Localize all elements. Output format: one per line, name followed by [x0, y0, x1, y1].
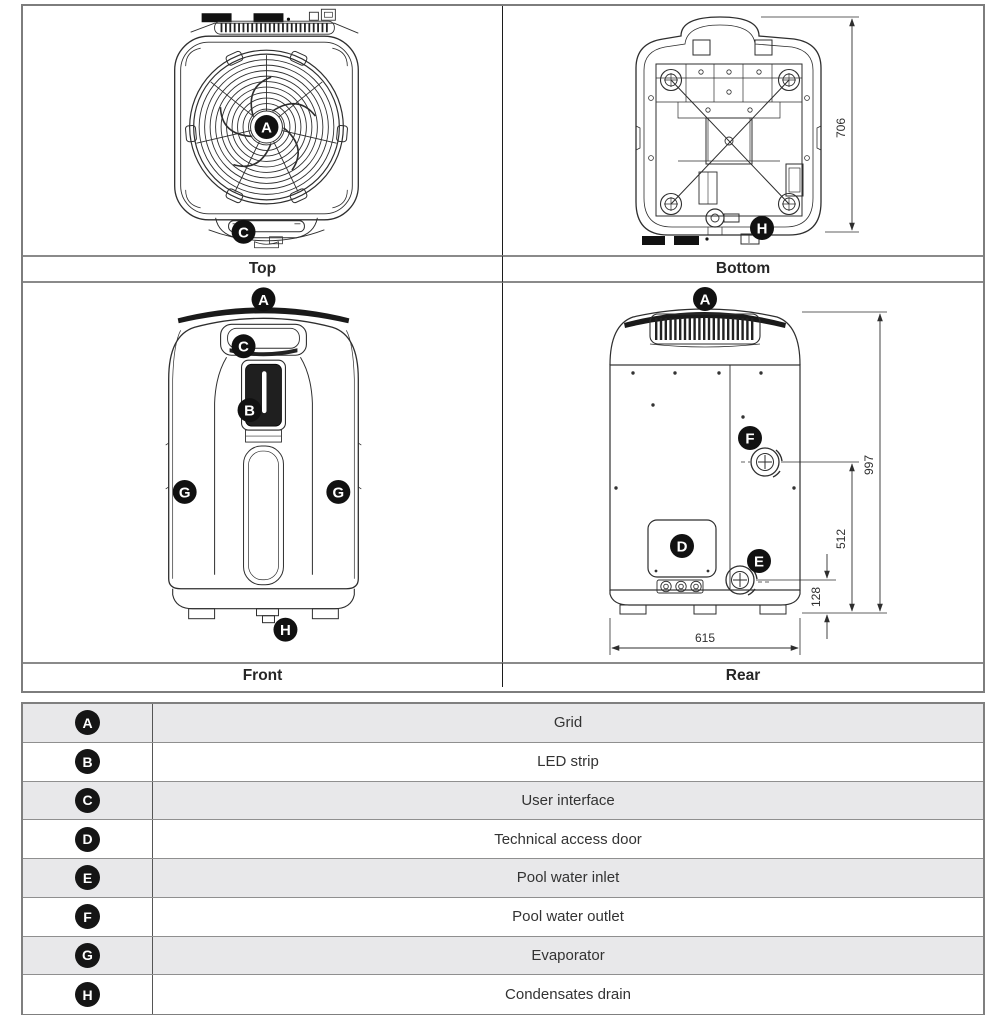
view-top-label [23, 255, 503, 283]
bottom-view-mounts [649, 70, 810, 215]
callout-badge: D [75, 827, 100, 852]
callout-letter: E [753, 553, 765, 571]
legend-label: User interface [521, 791, 615, 809]
callout-door-rear [670, 534, 694, 558]
callout-evaporator-left [173, 480, 197, 504]
legend-letter-cell [23, 859, 153, 897]
callout-grid-top [255, 115, 279, 139]
rear-base [610, 590, 800, 614]
callout-letter: H [756, 220, 768, 238]
legend-label: Technical access door [494, 830, 642, 848]
legend-label: Condensates drain [505, 986, 631, 1004]
dimension-615 [610, 618, 800, 655]
callout-grid-front [252, 287, 276, 311]
dim-rear-total-height: 997 [862, 454, 876, 476]
callout-drain-bottom [750, 216, 774, 240]
view-label-text: Front [242, 666, 283, 684]
callout-letter: F [745, 430, 755, 448]
front-center-groove [244, 446, 284, 585]
view-rear-label [503, 662, 983, 687]
callout-inlet-rear [747, 549, 771, 573]
dim-bottom-depth: 706 [834, 117, 848, 139]
rear-view-svg [503, 283, 983, 662]
view-front-drawing [23, 283, 503, 662]
dimension-997 [802, 312, 887, 613]
dimension-706 [761, 17, 859, 232]
legend-row-led-strip [23, 743, 983, 782]
legend-letter-cell [23, 782, 153, 820]
callout-badge: G [75, 943, 100, 968]
view-bottom-label [503, 255, 983, 283]
callout-letter: D [676, 538, 688, 556]
view-front-label [23, 662, 503, 687]
legend-row-user-interface [23, 782, 983, 821]
callout-badge: H [75, 982, 100, 1007]
dim-rear-inlet-height: 128 [809, 586, 823, 608]
callout-drain-front [273, 618, 297, 642]
dim-rear-outlet-height: 512 [834, 528, 848, 550]
callout-badge: F [75, 904, 100, 929]
legend-letter-cell [23, 898, 153, 936]
view-label-text: Rear [725, 666, 761, 684]
legend-label: Pool water inlet [516, 869, 620, 887]
top-view-svg [23, 6, 502, 255]
bottom-view-svg [503, 6, 983, 255]
legend-letter-cell [23, 704, 153, 742]
callout-user-interface-top [232, 220, 256, 244]
legend-row-water-outlet [23, 898, 983, 937]
callout-led-strip-front [238, 398, 262, 422]
rear-outlet-fitting [741, 448, 782, 477]
legend-row-water-inlet [23, 859, 983, 898]
legend-table [21, 702, 985, 1015]
callout-letter: A [699, 291, 711, 309]
callout-badge: C [75, 788, 100, 813]
legend-label: Grid [553, 714, 583, 732]
callout-badge: A [75, 710, 100, 735]
legend-label: Evaporator [531, 946, 605, 964]
view-label-text: Top [248, 260, 277, 277]
legend-letter-cell [23, 743, 153, 781]
view-top-drawing [23, 6, 503, 255]
callout-letter: G [178, 484, 191, 502]
callout-letter: A [261, 119, 272, 137]
views-table [21, 4, 985, 693]
view-label-text: Bottom [715, 260, 771, 277]
bottom-view-case [636, 17, 821, 235]
callout-letter: B [244, 402, 255, 420]
top-view-front-edge [209, 218, 325, 248]
legend-row-access-door [23, 820, 983, 859]
callout-grid-rear [693, 287, 717, 311]
callout-letter: C [238, 224, 249, 242]
front-view-svg [23, 283, 502, 662]
legend-letter-cell [23, 937, 153, 975]
dim-rear-width: 615 [694, 631, 716, 645]
callout-badge: E [75, 865, 100, 890]
legend-row-condensates-drain [23, 975, 983, 1014]
front-base [173, 589, 355, 623]
view-bottom-drawing [503, 6, 983, 255]
callout-letter: H [280, 622, 291, 640]
view-rear-drawing [503, 283, 983, 662]
callout-letter: A [258, 291, 269, 309]
callout-outlet-rear [738, 426, 762, 450]
callout-letter: G [332, 484, 345, 502]
legend-label: LED strip [537, 753, 599, 771]
legend-letter-cell [23, 975, 153, 1014]
callout-badge: B [75, 749, 100, 774]
callout-evaporator-right [326, 480, 350, 504]
front-view-case [166, 307, 362, 588]
legend-letter-cell [23, 820, 153, 858]
callout-user-interface-front [232, 334, 256, 358]
legend-row-evaporator [23, 937, 983, 976]
legend-row-grid [23, 704, 983, 743]
legend-label: Pool water outlet [512, 908, 624, 926]
callout-letter: C [238, 338, 249, 356]
